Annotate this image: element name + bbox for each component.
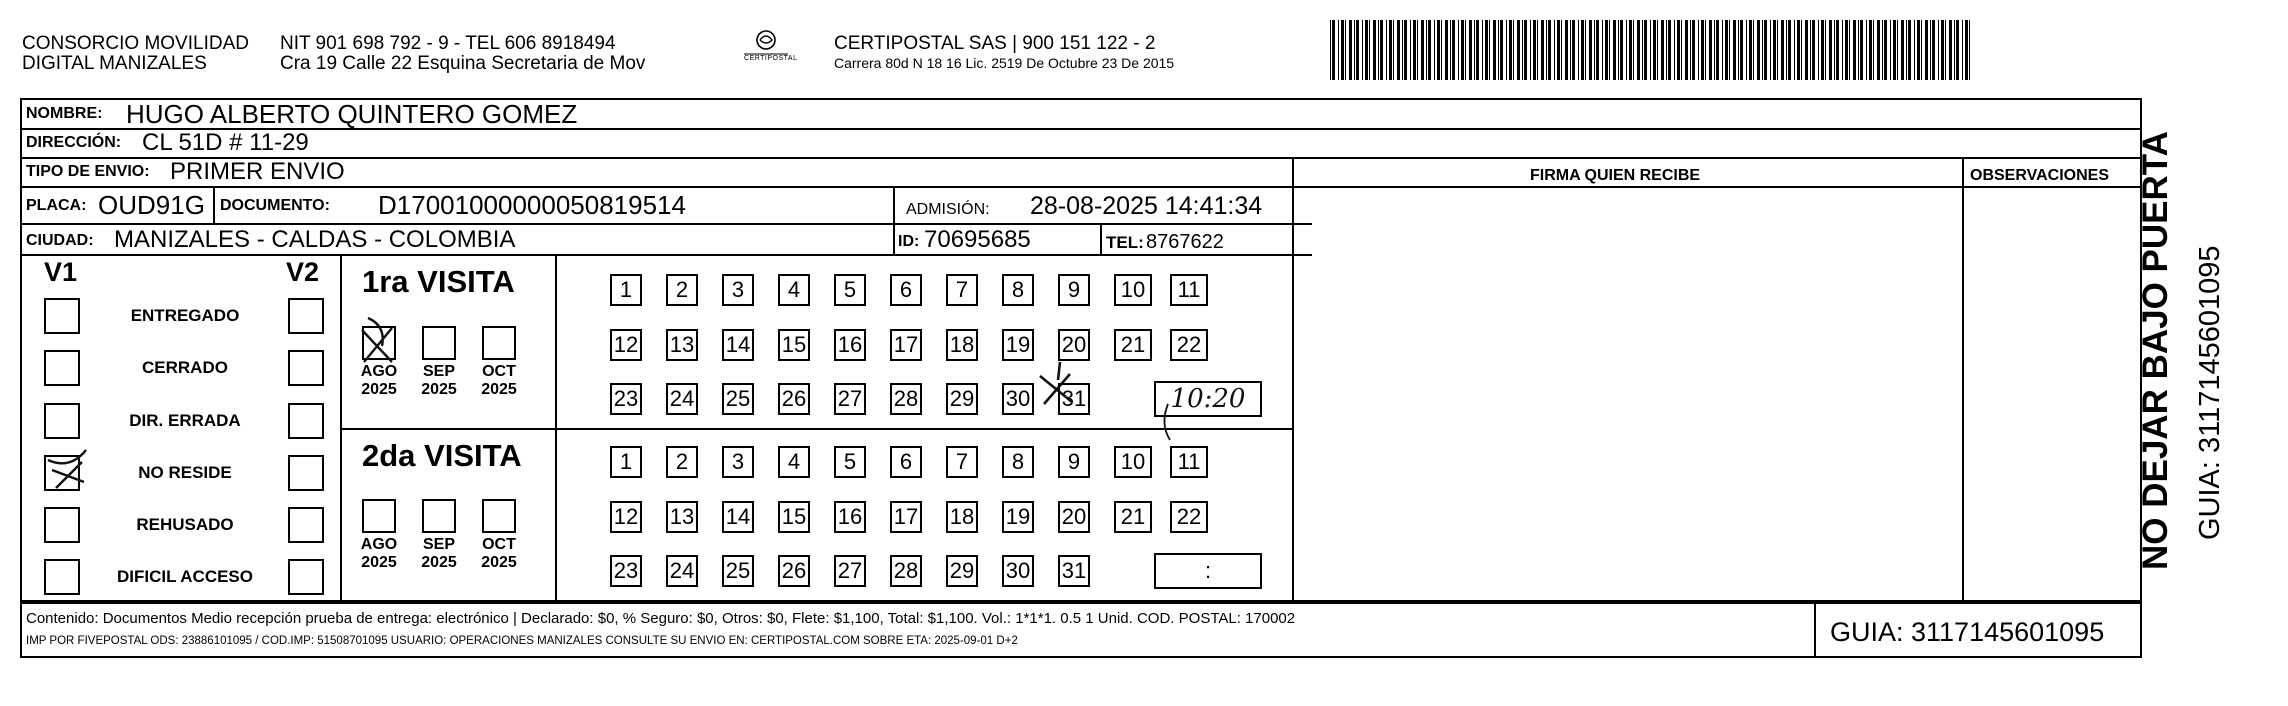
month-label: OCT — [482, 536, 516, 553]
first-visit-day-box[interactable]: 18 — [946, 329, 978, 361]
firma-header: FIRMA QUIEN RECIBE — [1530, 167, 1701, 184]
second-visit-day-box[interactable]: 4 — [778, 446, 810, 478]
month-year: 2025 — [361, 381, 397, 398]
nit-line2: Cra 19 Calle 22 Esquina Secretaria de Mov — [280, 53, 646, 74]
footer-imp: IMP POR FIVEPOSTAL ODS: 23886101095 / COD.IMP: 51508701095 USUARIO: OPERACIONES MANIZALES CONSULTE SU ENVIO EN: CERTIPOSTAL.COM SOBRE ETA: 2025-09-01 D+2 — [26, 635, 1018, 647]
second-visit-day-box[interactable]: 17 — [890, 501, 922, 533]
second-visit-day-box[interactable]: 29 — [946, 555, 978, 587]
second-visit-day-box[interactable]: 13 — [666, 501, 698, 533]
nombre-value: HUGO ALBERTO QUINTERO GOMEZ — [126, 99, 578, 129]
second-visit-day-box[interactable]: 10 — [1114, 446, 1152, 478]
second-visit-day-box[interactable]: 30 — [1002, 555, 1034, 587]
placa-label: PLACA: — [26, 197, 87, 214]
side-guia: GUIA: 3117145601095 — [2194, 245, 2226, 540]
second-visit-title: 2da VISITA — [362, 438, 522, 473]
month-year: 2025 — [421, 381, 457, 398]
v1-label: V1 — [44, 257, 78, 287]
first-visit-day-box[interactable]: 25 — [722, 383, 754, 415]
month-label: AGO — [360, 536, 398, 553]
first-visit-day-box[interactable]: 5 — [834, 274, 866, 306]
first-visit-day-box[interactable]: 10 — [1114, 274, 1152, 306]
admision-value: 28-08-2025 14:41:34 — [1030, 192, 1263, 220]
first-visit-day-box[interactable]: 26 — [778, 383, 810, 415]
first-visit-day-box[interactable]: 9 — [1058, 274, 1090, 306]
first-visit-day-box[interactable]: 29 — [946, 383, 978, 415]
logo-caption: CERTIPOSTAL — [744, 55, 798, 62]
second-visit-day-box[interactable]: 6 — [890, 446, 922, 478]
nombre-label: NOMBRE: — [26, 105, 103, 122]
direccion-label: DIRECCIÓN: — [26, 134, 122, 151]
reason-label: DIR. ERRADA — [129, 411, 241, 430]
tel-value: 8767622 — [1146, 231, 1224, 253]
second-visit-day-box[interactable]: 16 — [834, 501, 866, 533]
first-visit-day-box[interactable]: 20 — [1058, 329, 1090, 361]
second-visit-day-box[interactable]: 5 — [834, 446, 866, 478]
v2-label: V2 — [286, 257, 320, 287]
ago-mark — [362, 318, 392, 362]
second-visit-day-box[interactable]: 25 — [722, 555, 754, 587]
month-year: 2025 — [421, 554, 457, 571]
id-value: 70695685 — [924, 226, 1031, 253]
tipo-envio-value: PRIMER ENVIO — [170, 158, 345, 185]
second-visit-day-box[interactable]: 2 — [666, 446, 698, 478]
first-visit-day-box[interactable]: 14 — [722, 329, 754, 361]
first-visit-day-box[interactable]: 23 — [610, 383, 642, 415]
first-visit-day-box[interactable]: 7 — [946, 274, 978, 306]
second-visit-day-box[interactable]: 28 — [890, 555, 922, 587]
first-visit-day-box[interactable]: 12 — [610, 329, 642, 361]
footer-guia: GUIA: 3117145601095 — [1830, 617, 2105, 647]
ciudad-label: CIUDAD: — [26, 232, 94, 249]
first-visit-day-box[interactable]: 27 — [834, 383, 866, 415]
first-visit-day-box[interactable]: 3 — [722, 274, 754, 306]
second-visit-day-box[interactable]: 18 — [946, 501, 978, 533]
certipostal-line1: CERTIPOSTAL SAS | 900 151 122 - 2 — [834, 33, 1156, 54]
footer-contenido: Contenido: Documentos Medio recepción prueba de entrega: electrónico | Declarado: $0, % Seguro: $0, Otros: $0, Flete: $1,100, Total: $1,100. Vol.: 1*1*1. 0.5 1 Unid. COD. POSTAL: 170002 — [26, 610, 1296, 627]
first-visit-day-box[interactable]: 21 — [1114, 329, 1152, 361]
second-visit-day-box[interactable]: 20 — [1058, 501, 1090, 533]
placa-value: OUD91G — [98, 190, 205, 220]
second-visit-day-box[interactable]: 26 — [778, 555, 810, 587]
id-label: ID: — [898, 233, 920, 250]
month-label: SEP — [422, 363, 455, 380]
month-label: AGO — [360, 363, 398, 380]
second-visit-day-box[interactable]: 21 — [1114, 501, 1152, 533]
direccion-value: CL 51D # 11-29 — [142, 129, 309, 156]
second-visit-day-box[interactable]: 27 — [834, 555, 866, 587]
first-visit-day-box[interactable]: 11 — [1170, 274, 1208, 306]
second-visit-day-box[interactable]: 15 — [778, 501, 810, 533]
company-name-line1: CONSORCIO MOVILIDAD — [22, 33, 249, 54]
observaciones-header: OBSERVACIONES — [1970, 167, 2109, 184]
month-year: 2025 — [481, 554, 517, 571]
first-visit-day-box[interactable]: 8 — [1002, 274, 1034, 306]
first-visit-day-box[interactable]: 22 — [1170, 329, 1208, 361]
first-visit-day-box[interactable]: 24 — [666, 383, 698, 415]
month-year: 2025 — [361, 554, 397, 571]
company-name-line2: DIGITAL MANIZALES — [22, 53, 207, 74]
second-visit-day-box[interactable]: 8 — [1002, 446, 1034, 478]
reason-label: ENTREGADO — [130, 306, 240, 325]
second-visit-day-box[interactable]: 9 — [1058, 446, 1090, 478]
second-visit-day-box[interactable]: 23 — [610, 555, 642, 587]
reason-label: REHUSADO — [136, 515, 234, 534]
documento-label: DOCUMENTO: — [220, 197, 330, 214]
nit-line1: NIT 901 698 792 - 9 - TEL 606 8918494 — [280, 33, 616, 54]
first-visit-day-box[interactable]: 2 — [666, 274, 698, 306]
reason-label: DIFICIL ACCESO — [116, 567, 253, 586]
tel-label: TEL: — [1106, 233, 1144, 252]
first-visit-day-box[interactable]: 6 — [890, 274, 922, 306]
second-visit-time-value: : — [1204, 558, 1212, 583]
second-visit-day-box[interactable]: 31 — [1058, 555, 1090, 587]
first-visit-day-box[interactable]: 1 — [610, 274, 642, 306]
first-visit-day-box[interactable]: 31 — [1058, 383, 1090, 415]
side-no-dejar: NO DEJAR BAJO PUERTA — [2136, 131, 2175, 570]
second-visit-day-box[interactable]: 24 — [666, 555, 698, 587]
first-visit-day-box[interactable]: 15 — [778, 329, 810, 361]
first-visit-day-box[interactable]: 16 — [834, 329, 866, 361]
second-visit-day-box[interactable]: 19 — [1002, 501, 1034, 533]
first-visit-time-value: 10:20 — [1170, 384, 1246, 414]
second-visit-day-box[interactable]: 3 — [722, 446, 754, 478]
month-label: SEP — [422, 536, 455, 553]
ciudad-value: MANIZALES - CALDAS - COLOMBIA — [114, 226, 516, 253]
tipo-envio-label: TIPO DE ENVIO: — [26, 163, 150, 180]
documento-value: D17001000000050819514 — [378, 190, 686, 220]
second-visit-day-box[interactable]: 22 — [1170, 501, 1208, 533]
first-visit-day-box[interactable]: 13 — [666, 329, 698, 361]
first-visit-day-box[interactable]: 19 — [1002, 329, 1034, 361]
first-visit-day-box[interactable]: 30 — [1002, 383, 1034, 415]
certipostal-line2: Carrera 80d N 18 16 Lic. 2519 De Octubre 23 De 2015 — [834, 55, 1175, 71]
no-reside-mark — [48, 450, 86, 488]
second-visit-day-box[interactable]: 7 — [946, 446, 978, 478]
month-year: 2025 — [481, 381, 517, 398]
admision-label: ADMISIÓN: — [906, 201, 990, 218]
second-visit-day-box[interactable]: 1 — [610, 446, 642, 478]
first-visit-title: 1ra VISITA — [362, 264, 515, 299]
day-30-mark — [1040, 362, 1072, 404]
reason-label: CERRADO — [142, 358, 228, 377]
second-visit-day-box[interactable]: 12 — [610, 501, 642, 533]
first-visit-day-box[interactable]: 28 — [890, 383, 922, 415]
reason-label: NO RESIDE — [138, 463, 232, 482]
second-visit-day-box[interactable]: 11 — [1170, 446, 1208, 478]
month-label: OCT — [482, 363, 516, 380]
first-visit-day-box[interactable]: 17 — [890, 329, 922, 361]
first-visit-day-box[interactable]: 4 — [778, 274, 810, 306]
second-visit-day-box[interactable]: 14 — [722, 501, 754, 533]
pen-stroke — [1164, 404, 1170, 440]
